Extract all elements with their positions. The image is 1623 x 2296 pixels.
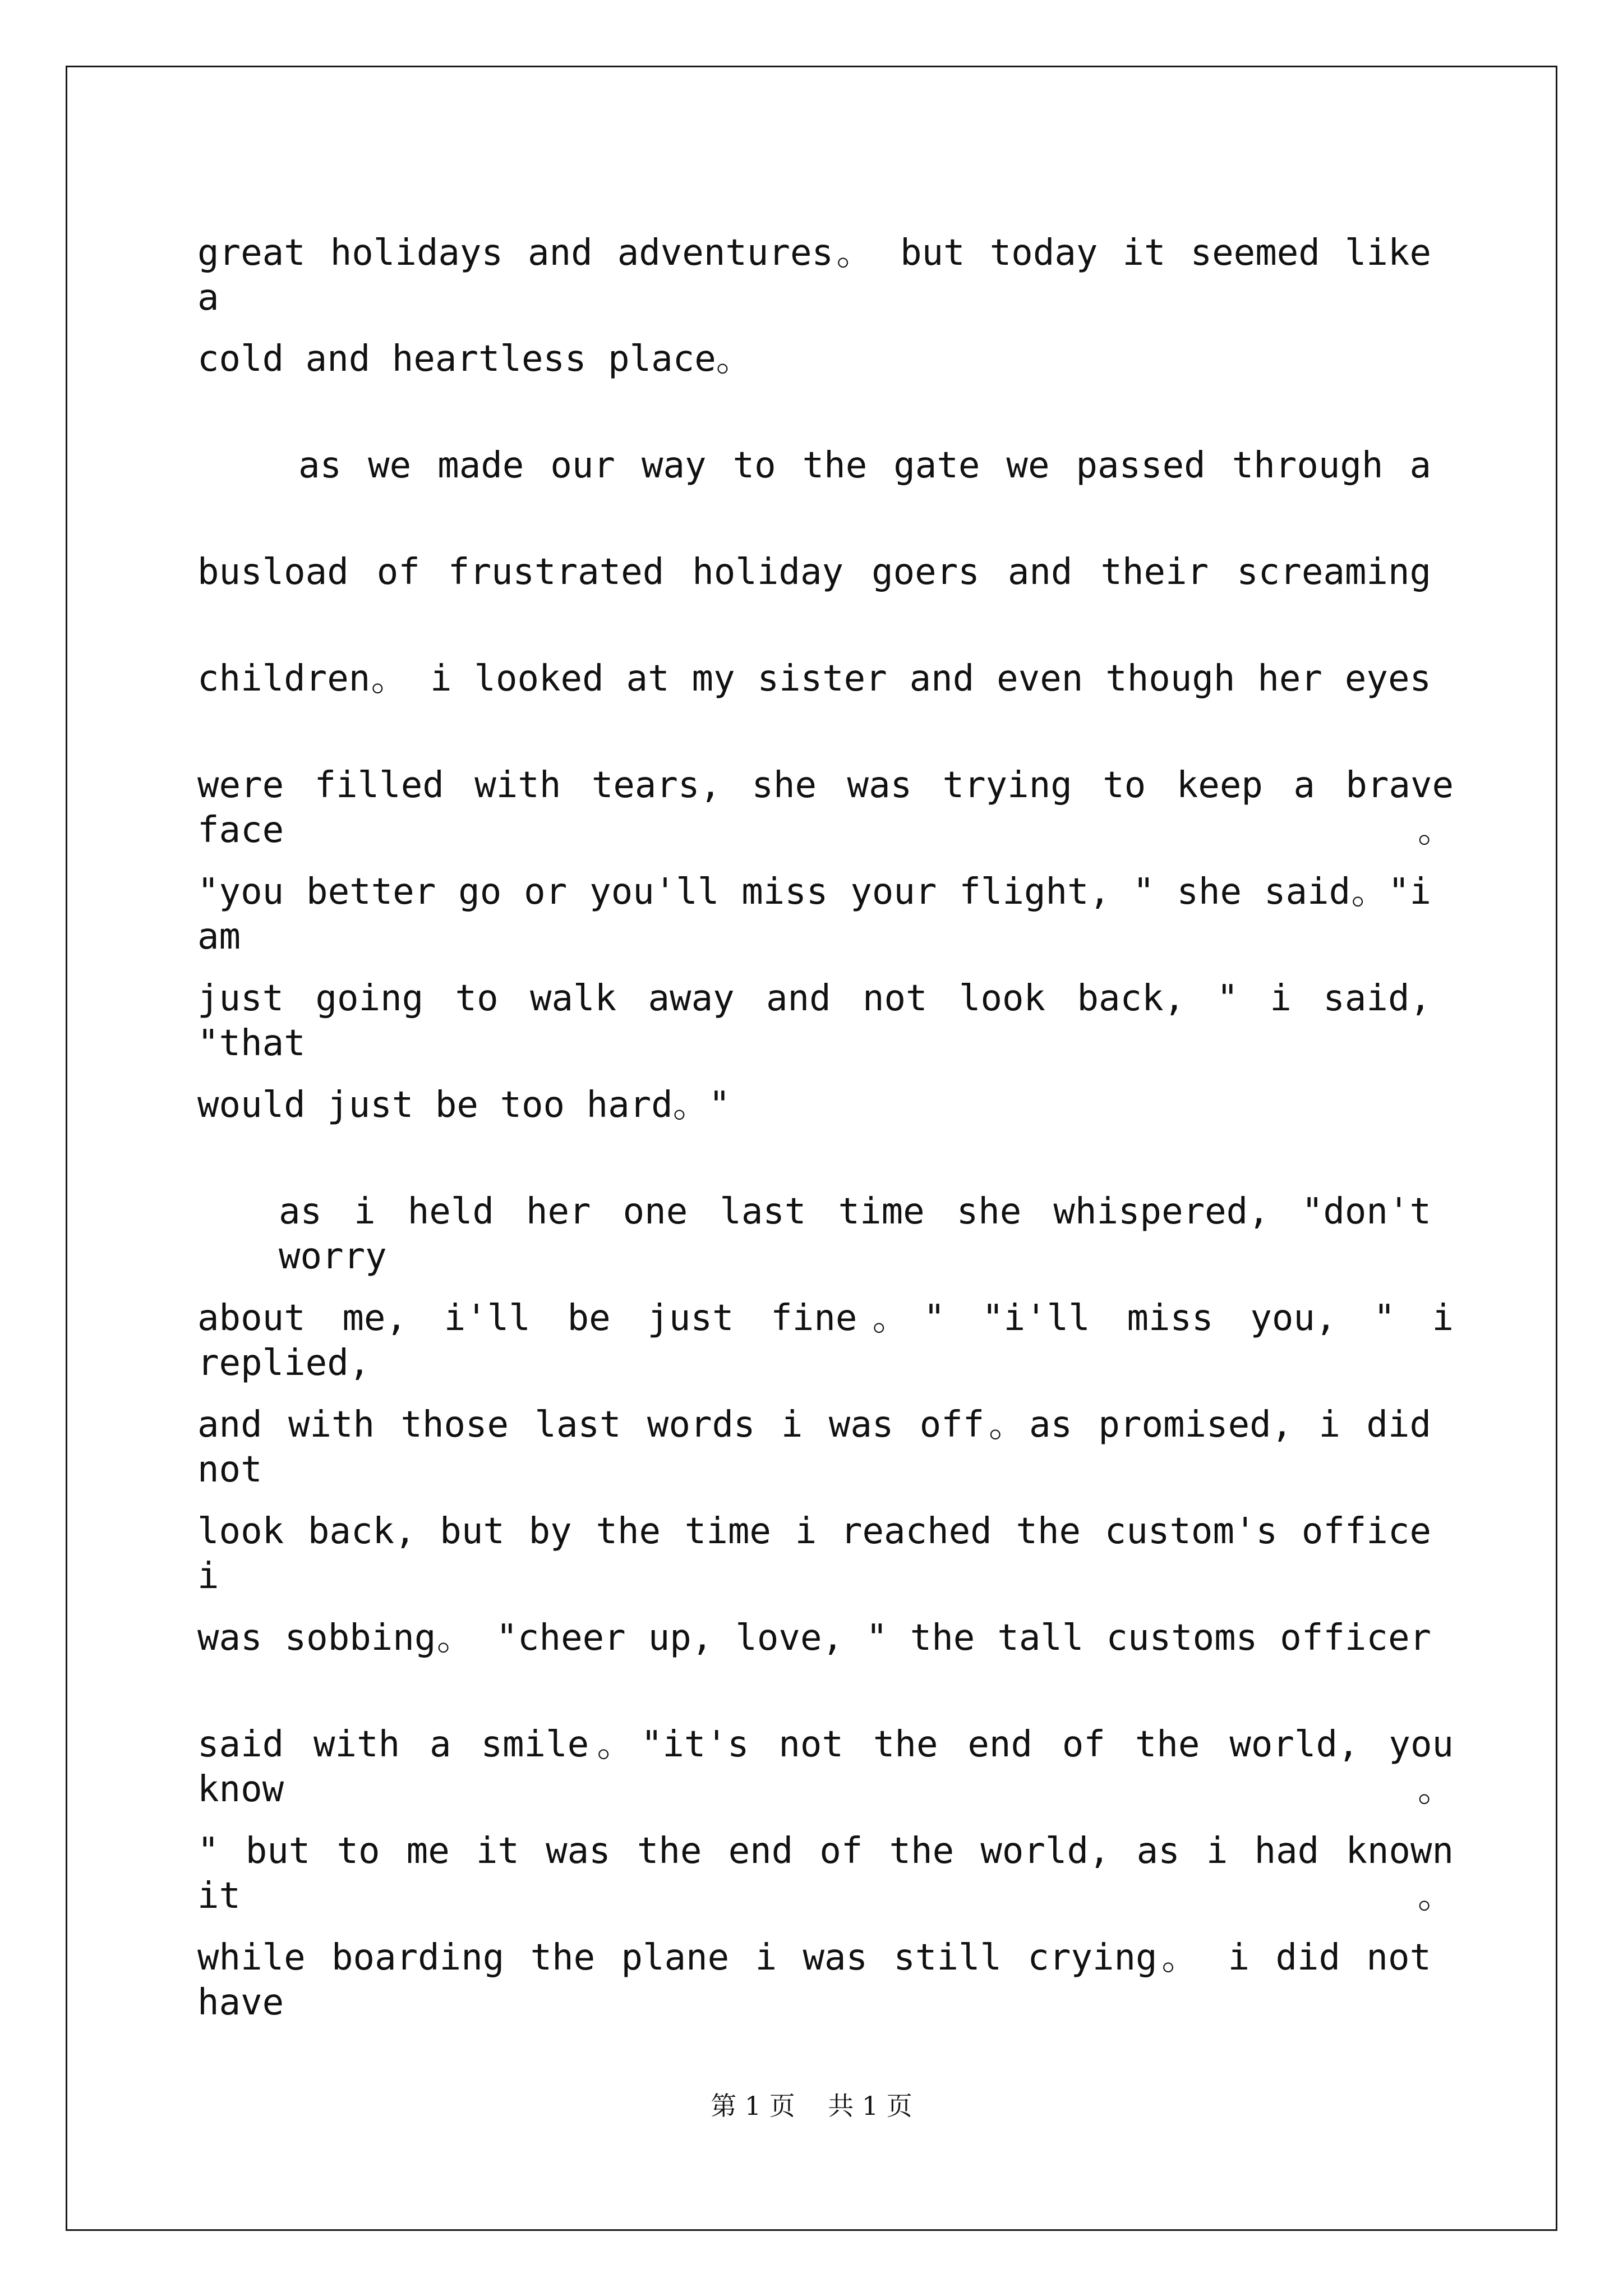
text-line: as we made our way to the gate we passed through a	[298, 445, 1431, 486]
text-line: "you better go or you'll miss your flight, " she said。"i am	[197, 871, 1431, 958]
text-line: children。 i looked at my sister and even though her eyes	[197, 658, 1431, 700]
text-line: look back, but by the time i reached the custom's office i	[197, 1511, 1431, 1597]
text-line: was sobbing。 "cheer up, love, " the tall customs officer	[197, 1617, 1431, 1659]
text-line: and with those last words i was off。as promised, i did not	[197, 1404, 1431, 1490]
text-line: were filled with tears, she was trying to keep a brave face。	[197, 765, 1454, 851]
text-line: great holidays and adventures。 but today it seemed like a	[197, 232, 1431, 319]
text-line: would just be too hard。"	[197, 1084, 731, 1126]
text-line: about me, i'll be just fine。" "i'll miss you, " i replied,	[197, 1297, 1454, 1384]
text-line: cold and heartless place。	[197, 338, 752, 380]
text-line: busload of frustrated holiday goers and their screaming	[197, 551, 1431, 593]
page-number: 第 1 页 共 1 页	[711, 2091, 912, 2121]
text-line: while boarding the plane i was still crying。 i did not have	[197, 1937, 1431, 2023]
text-line: said with a smile。"it's not the end of the world, you know。	[197, 1724, 1454, 1810]
text-line: as i held her one last time she whispered, "don't worry	[279, 1191, 1431, 1277]
text-line: " but to me it was the end of the world, as i had known it。	[197, 1830, 1454, 1917]
text-line: just going to walk away and not look back, " i said, "that	[197, 978, 1431, 1064]
